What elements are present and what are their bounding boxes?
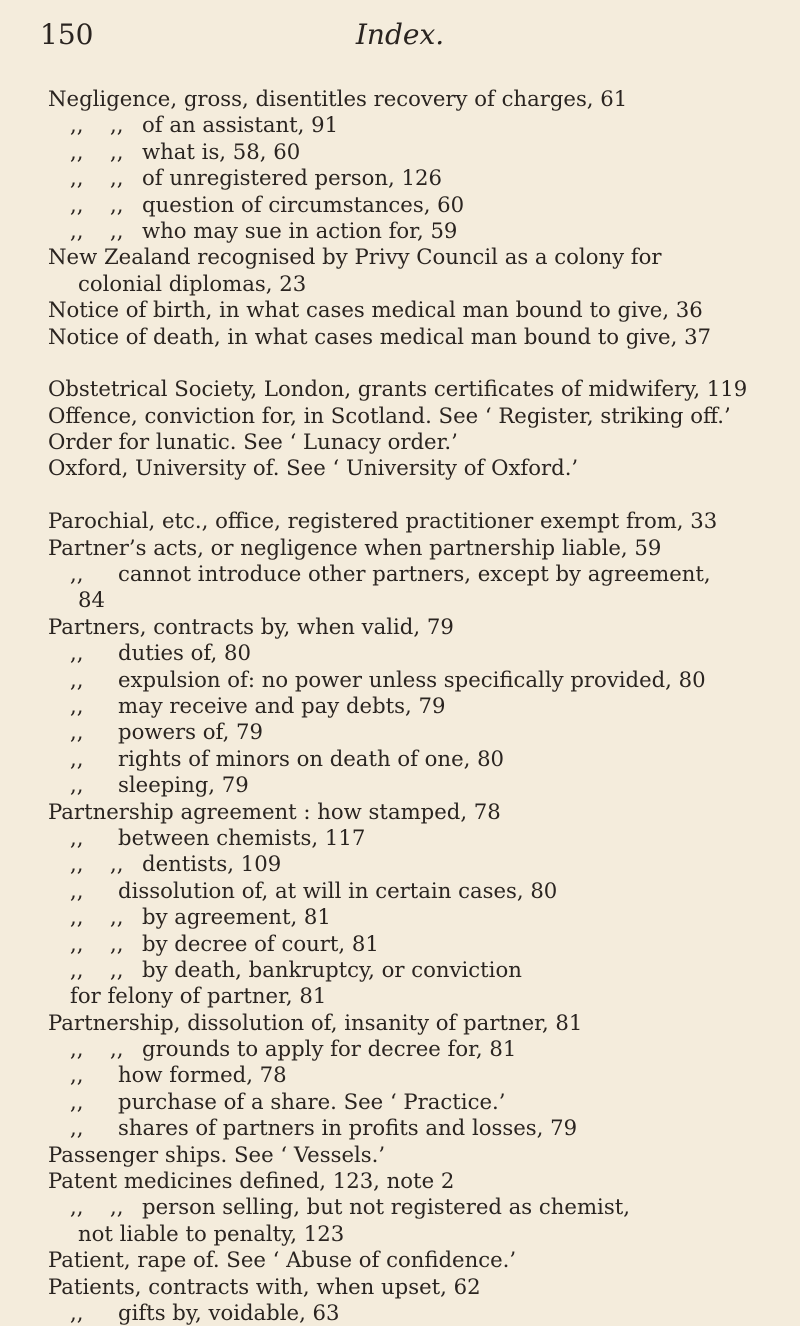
entry-text: grounds to apply for decree for, 81 xyxy=(142,1036,517,1062)
entry-text: Offence, conviction for, in Scotland. See ‘ Register, striking off.’ xyxy=(48,402,731,428)
entry-text: Order for lunatic. See ‘ Lunacy order.’ xyxy=(48,429,458,455)
ditto-mark: ,, xyxy=(70,1062,84,1088)
entry-text: purchase of a share. See ‘ Practice.’ xyxy=(118,1088,506,1114)
blank-line xyxy=(40,350,768,376)
ditto-mark: ,, xyxy=(70,877,84,903)
index-line xyxy=(40,165,768,191)
entry-text: Parochial, etc., office, registered practitioner exempt from, 33 xyxy=(48,508,718,534)
index-line xyxy=(40,1036,768,1062)
entry-text: dissolution of, at will in certain cases, 80 xyxy=(118,877,558,903)
entry-text: Patients, contracts with, when upset, 62 xyxy=(48,1273,481,1299)
ditto-mark: ,, xyxy=(110,112,124,138)
index-line xyxy=(40,799,768,825)
index-line xyxy=(40,1010,768,1036)
index-line xyxy=(40,587,768,613)
entry-text: Notice of birth, in what cases medical man bound to give, 36 xyxy=(48,297,703,323)
ditto-mark: ,, xyxy=(110,138,124,164)
entry-text: person selling, but not registered as chemist, xyxy=(142,1194,630,1220)
entry-text: rights of minors on death of one, 80 xyxy=(118,745,505,771)
entry-text: question of circumstances, 60 xyxy=(142,191,465,217)
ditto-mark: ,, xyxy=(70,1036,84,1062)
ditto-mark: ,, xyxy=(70,719,84,745)
ditto-mark: ,, xyxy=(70,1299,84,1325)
index-line xyxy=(40,86,768,112)
entry-text: Patent medicines defined, 123, note 2 xyxy=(48,1168,455,1194)
entry-text: Notice of death, in what cases medical man bound to give, 37 xyxy=(48,323,712,349)
index-line xyxy=(40,376,768,402)
ditto-mark: ,, xyxy=(110,217,124,243)
ditto-mark: ,, xyxy=(110,1036,124,1062)
ditto-mark: ,, xyxy=(70,217,84,243)
index-line xyxy=(40,429,768,455)
ditto-mark: ,, xyxy=(110,191,124,217)
ditto-mark: ,, xyxy=(70,930,84,956)
ditto-mark: ,, xyxy=(70,191,84,217)
index-line xyxy=(40,904,768,930)
ditto-mark: ,, xyxy=(70,138,84,164)
index-line xyxy=(40,1194,768,1220)
index-line xyxy=(40,1274,768,1300)
entry-text: Oxford, University of. See ‘ University of Oxford.’ xyxy=(48,455,579,481)
index-line xyxy=(40,1142,768,1168)
index-line xyxy=(40,324,768,350)
ditto-mark: ,, xyxy=(110,165,124,191)
blank-line xyxy=(40,482,768,508)
index-line xyxy=(40,931,768,957)
index-line xyxy=(40,271,768,297)
ditto-mark: ,, xyxy=(110,904,124,930)
ditto-mark: ,, xyxy=(70,956,84,982)
ditto-mark: ,, xyxy=(70,666,84,692)
index-line xyxy=(40,746,768,772)
entry-text: between chemists, 117 xyxy=(118,824,366,850)
index-line xyxy=(40,1247,768,1273)
entry-text: gifts by, voidable, 63 xyxy=(118,1299,340,1325)
entry-text: New Zealand recognised by Privy Council as a colony for xyxy=(48,244,662,270)
page-number: 150 xyxy=(40,18,94,51)
index-line xyxy=(40,192,768,218)
entry-text: Negligence, gross, disentitles recovery of charges, 61 xyxy=(48,86,628,111)
ditto-mark: ,, xyxy=(70,745,84,771)
entry-text: dentists, 109 xyxy=(142,851,282,877)
index-line xyxy=(40,112,768,138)
ditto-mark: ,, xyxy=(70,165,84,191)
index-line xyxy=(40,1062,768,1088)
index-line xyxy=(40,693,768,719)
entry-text: of unregistered person, 126 xyxy=(142,165,442,191)
entry-text: by agreement, 81 xyxy=(142,904,331,930)
entry-text: may receive and pay debts, 79 xyxy=(118,692,446,718)
index-line xyxy=(40,455,768,481)
index-line xyxy=(40,1168,768,1194)
index-line xyxy=(40,535,768,561)
entry-text: sleeping, 79 xyxy=(118,772,249,798)
entry-text: powers of, 79 xyxy=(118,719,264,745)
entry-text: Passenger ships. See ‘ Vessels.’ xyxy=(48,1141,386,1167)
entry-text: how formed, 78 xyxy=(118,1062,287,1088)
ditto-mark: ,, xyxy=(70,824,84,850)
index-line xyxy=(40,667,768,693)
index-line xyxy=(40,1115,768,1141)
index-line xyxy=(40,297,768,323)
index-line xyxy=(40,1221,768,1247)
ditto-mark: ,, xyxy=(70,1088,84,1114)
entry-text: Partners, contracts by, when valid, 79 xyxy=(48,613,454,639)
entry-text: Patient, rape of. See ‘ Abuse of confidence.’ xyxy=(48,1247,517,1273)
entry-text: 84 xyxy=(78,587,105,613)
entry-text: by decree of court, 81 xyxy=(142,930,379,956)
index-line xyxy=(40,957,768,983)
index-entries xyxy=(40,86,768,1326)
index-line xyxy=(40,825,768,851)
index-line xyxy=(40,983,768,1009)
index-line xyxy=(40,719,768,745)
ditto-mark: ,, xyxy=(70,112,84,138)
ditto-mark: ,, xyxy=(70,640,84,666)
index-line xyxy=(40,403,768,429)
ditto-mark: ,, xyxy=(70,561,84,587)
entry-text: Partnership agreement : how stamped, 78 xyxy=(48,798,501,824)
entry-text: not liable to penalty, 123 xyxy=(78,1220,345,1246)
index-line xyxy=(40,614,768,640)
entry-text: by death, bankruptcy, or conviction xyxy=(142,956,522,982)
running-title: Index. xyxy=(355,18,445,51)
index-line xyxy=(40,218,768,244)
entry-text: what is, 58, 60 xyxy=(142,138,301,164)
index-line xyxy=(40,1089,768,1115)
index-line xyxy=(40,1300,768,1326)
index-line xyxy=(40,508,768,534)
index-line xyxy=(40,640,768,666)
ditto-mark: ,, xyxy=(110,956,124,982)
ditto-mark: ,, xyxy=(70,1115,84,1141)
entry-text: of an assistant, 91 xyxy=(142,112,339,138)
index-line xyxy=(40,878,768,904)
index-line xyxy=(40,244,768,270)
entry-text: expulsion of: no power unless specifically provided, 80 xyxy=(118,666,706,692)
ditto-mark: ,, xyxy=(70,1194,84,1220)
entry-text: shares of partners in profits and losses, 79 xyxy=(118,1115,578,1141)
entry-text: colonial diplomas, 23 xyxy=(78,270,307,296)
entry-text: who may sue in action for, 59 xyxy=(142,217,458,243)
entry-text: Partnership, dissolution of, insanity of partner, 81 xyxy=(48,1009,583,1035)
index-line xyxy=(40,561,768,587)
entry-text: Partner’s acts, or negligence when partnership liable, 59 xyxy=(48,534,662,560)
entry-text: Obstetrical Society, London, grants certificates of midwifery, 119 xyxy=(48,376,748,402)
entry-text: duties of, 80 xyxy=(118,640,251,666)
ditto-mark: ,, xyxy=(70,904,84,930)
entry-text: cannot introduce other partners, except by agreement, xyxy=(118,561,711,587)
ditto-mark: ,, xyxy=(70,692,84,718)
ditto-mark: ,, xyxy=(70,851,84,877)
index-line xyxy=(40,139,768,165)
ditto-mark: ,, xyxy=(110,930,124,956)
page-header xyxy=(40,18,760,58)
ditto-mark: ,, xyxy=(110,1194,124,1220)
index-line xyxy=(40,772,768,798)
ditto-mark: ,, xyxy=(70,772,84,798)
ditto-mark: ,, xyxy=(110,851,124,877)
entry-text: for felony of partner, 81 xyxy=(70,983,327,1009)
index-line xyxy=(40,851,768,877)
